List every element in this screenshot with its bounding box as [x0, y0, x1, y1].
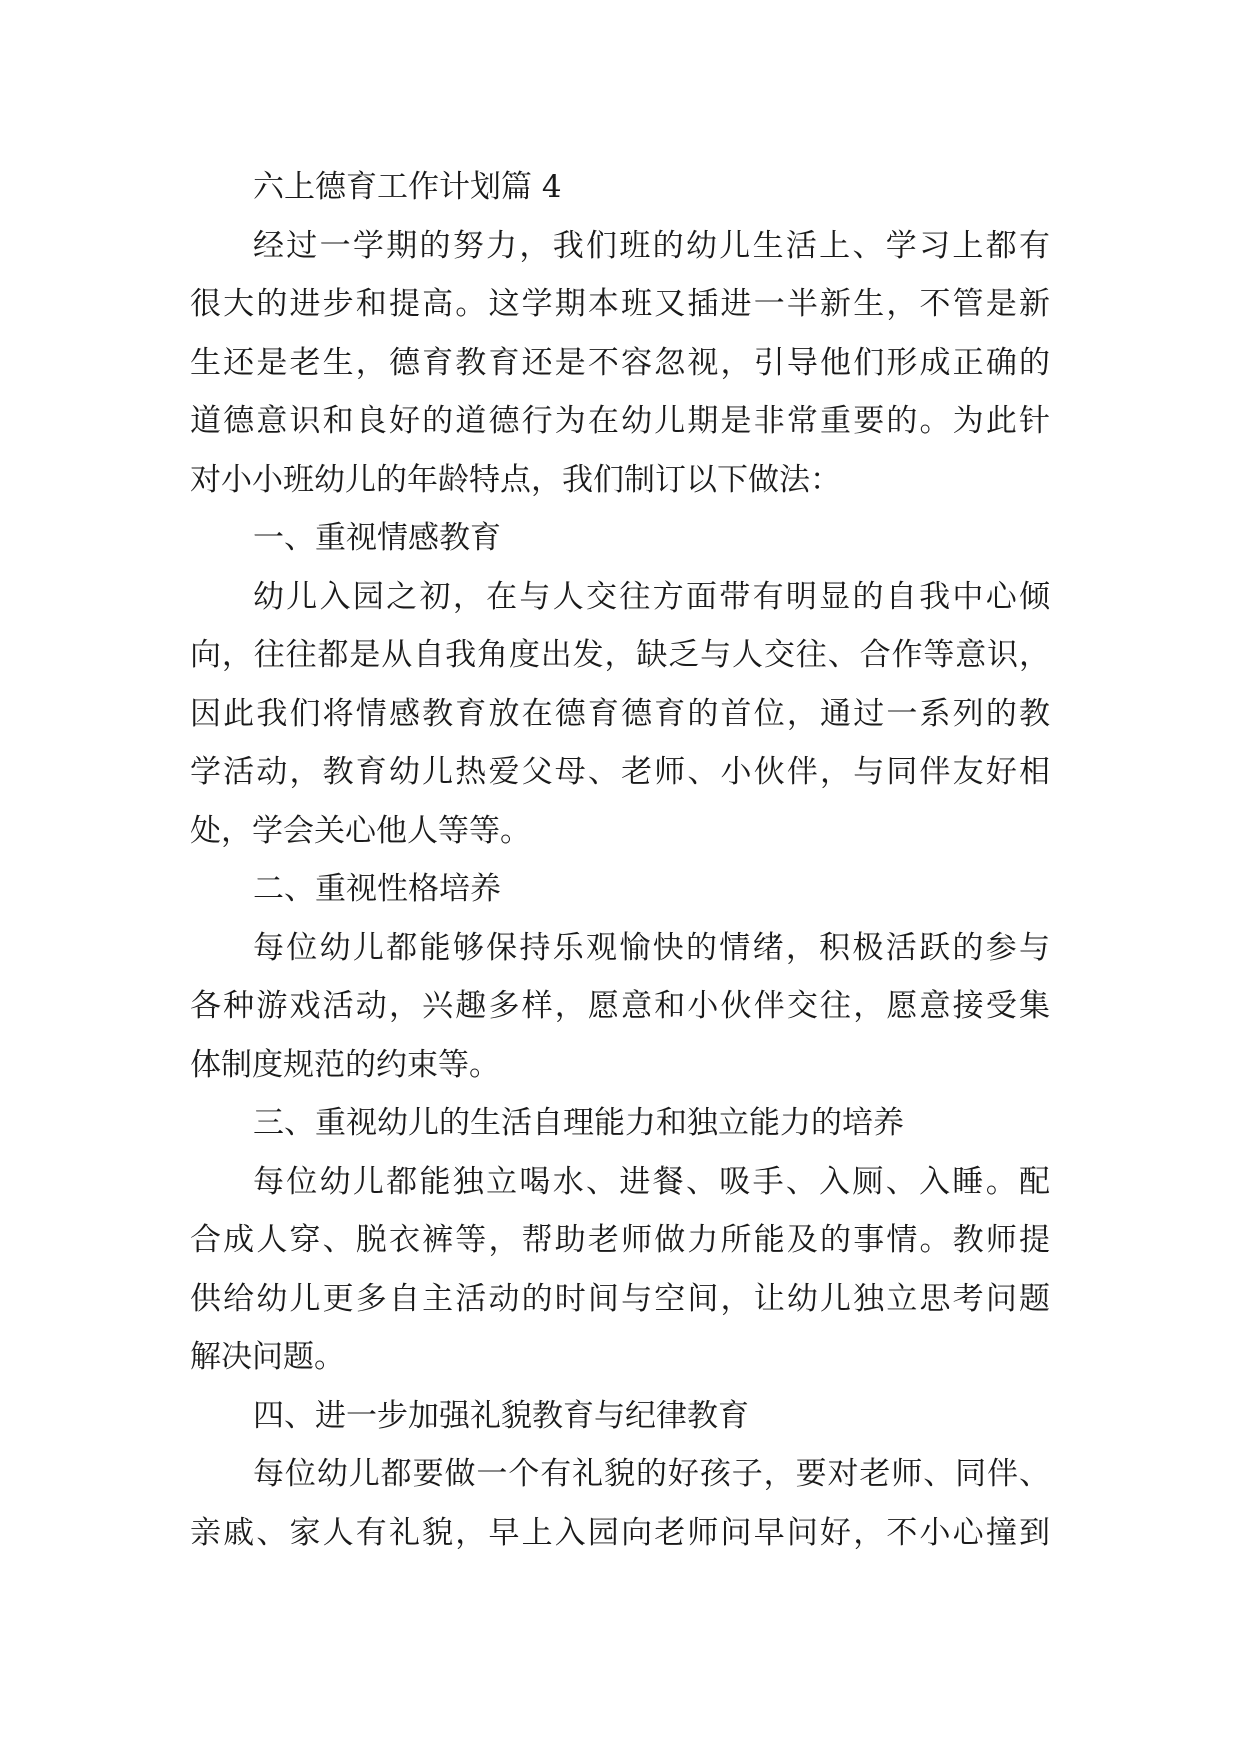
paragraph-line: 道德意识和良好的道德行为在幼儿期是非常重要的。为此针 [190, 403, 1050, 439]
paragraph-line: 向，往往都是从自我角度出发，缺乏与人交往、合作等意识， [190, 637, 1050, 673]
document-body [190, 158, 1050, 1562]
section-heading: 二、重视性格培养 [253, 871, 501, 907]
paragraph-line: 经过一学期的努力，我们班的幼儿生活上、学习上都有 [253, 227, 1050, 264]
paragraph-line: 幼儿入园之初，在与人交往方面带有明显的自我中心倾 [253, 578, 1050, 615]
paragraph-line: 体制度规范的约束等。 [190, 1046, 500, 1083]
paragraph-line: 每位幼儿都能独立喝水、进餐、吸手、入厕、入睡。配 [253, 1163, 1050, 1200]
paragraph-line: 因此我们将情感教育放在德育德育的首位，通过一系列的教 [190, 695, 1050, 732]
section-heading: 三、重视幼儿的生活自理能力和独立能力的培养 [253, 1105, 904, 1141]
paragraph-line: 合成人穿、脱衣裤等，帮助老师做力所能及的事情。教师提 [190, 1222, 1050, 1258]
section-heading: 四、进一步加强礼貌教育与纪律教育 [253, 1397, 749, 1434]
paragraph-line: 每位幼儿都能够保持乐观愉快的情绪，积极活跃的参与 [253, 929, 1050, 966]
paragraph-line: 每位幼儿都要做一个有礼貌的好孩子，要对老师、同伴、 [253, 1456, 1050, 1492]
section-heading: 一、重视情感教育 [253, 520, 501, 556]
paragraph-line: 亲戚、家人有礼貌，早上入园向老师问早问好，不小心撞到 [190, 1514, 1050, 1551]
paragraph-line: 处，学会关心他人等等。 [190, 812, 531, 849]
paragraph-line: 很大的进步和提高。这学期本班又插进一半新生，不管是新 [190, 286, 1050, 322]
paragraph-line: 供给幼儿更多自主活动的时间与空间，让幼儿独立思考问题 [190, 1280, 1050, 1317]
document-title: 六上德育工作计划篇 4 [253, 169, 562, 205]
paragraph-line: 各种游戏活动，兴趣多样，愿意和小伙伴交往，愿意接受集 [190, 988, 1050, 1024]
paragraph-line: 生还是老生，德育教育还是不容忽视，引导他们形成正确的 [190, 344, 1050, 381]
paragraph-line: 对小小班幼儿的年龄特点，我们制订以下做法： [190, 461, 841, 498]
paragraph-line: 解决问题。 [190, 1339, 345, 1375]
paragraph-line: 学活动，教育幼儿热爱父母、老师、小伙伴，与同伴友好相 [190, 754, 1050, 790]
